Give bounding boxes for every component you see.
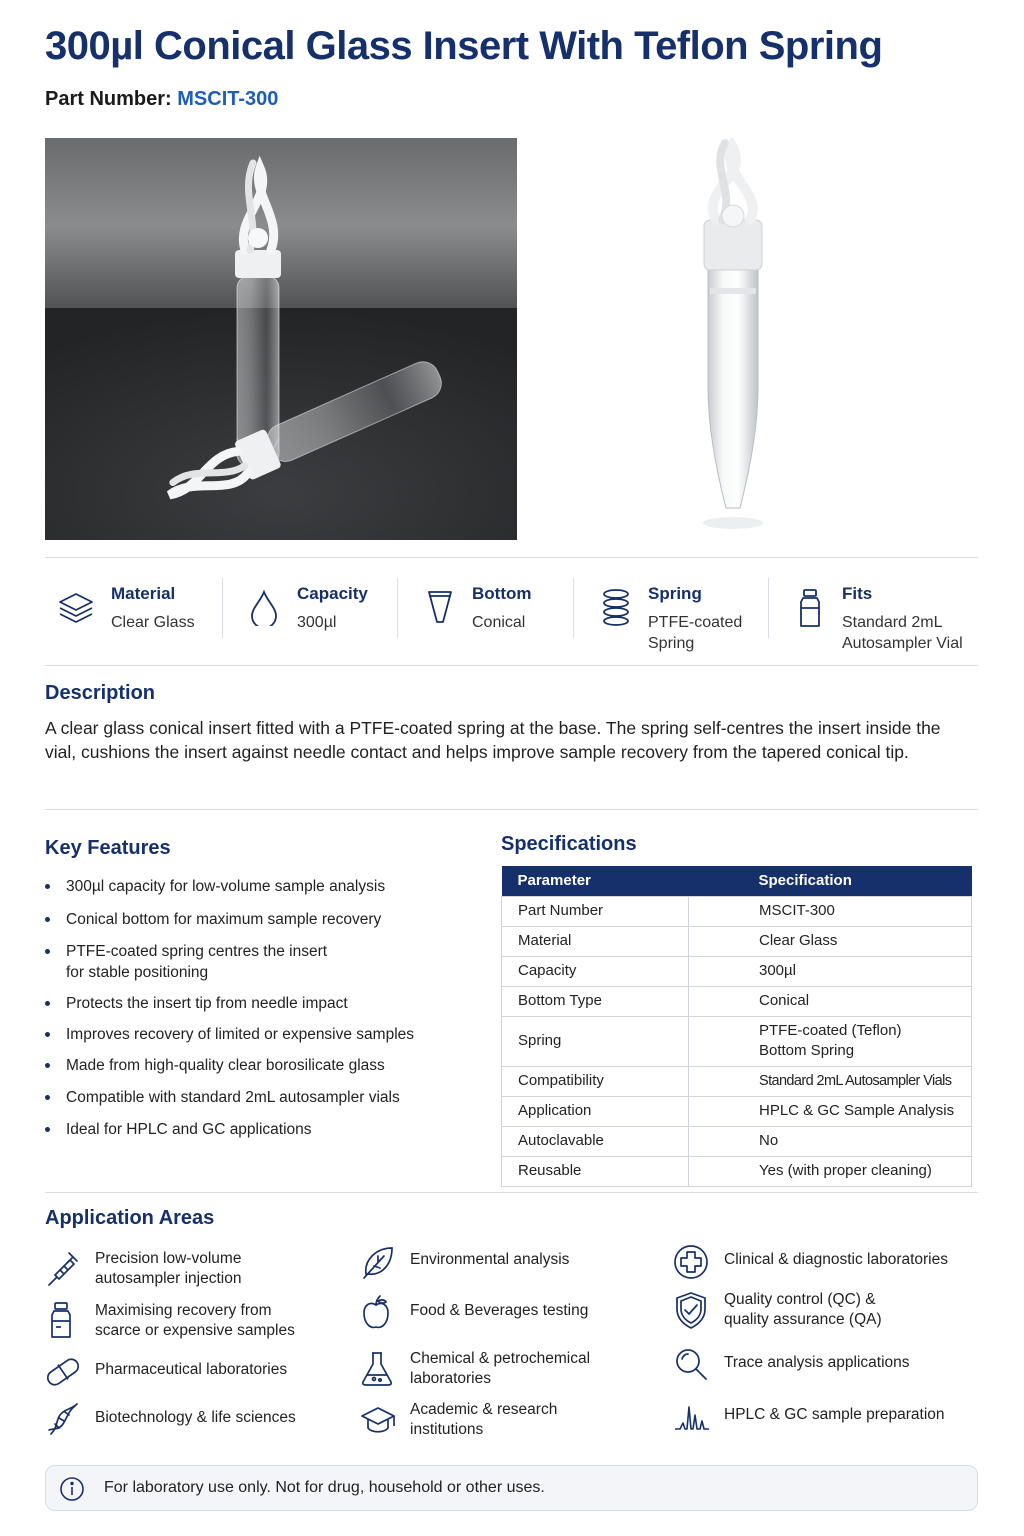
table-row	[502, 896, 972, 926]
feature-text: Conical bottom for maximum sample recovery	[66, 911, 382, 928]
divider	[45, 665, 978, 666]
attribute-value: Conical	[472, 614, 526, 631]
application-text-line: Precision low-volume	[95, 1250, 242, 1267]
application-item	[674, 1290, 974, 1334]
leaf-icon	[360, 1242, 396, 1282]
attribute-separator	[768, 578, 769, 638]
application-item	[360, 1250, 660, 1294]
shield-check-icon	[674, 1290, 710, 1330]
applications-heading: Application Areas	[45, 1207, 215, 1229]
spec-value: 300µl	[689, 956, 972, 986]
droplet-icon	[248, 586, 284, 626]
spec-value: Yes (with proper cleaning)	[689, 1156, 972, 1186]
attribute-label: Bottom	[472, 584, 532, 603]
description-heading: Description	[45, 682, 156, 704]
medical-cross-icon	[674, 1242, 710, 1282]
notice-text: For laboratory use only. Not for drug, household or other uses.	[104, 1479, 545, 1496]
attribute-separator	[573, 578, 574, 638]
bullet	[45, 917, 50, 922]
application-item	[674, 1405, 974, 1449]
attribute-separator	[222, 578, 223, 638]
attribute-separator	[397, 578, 398, 638]
syringe-icon	[45, 1249, 81, 1289]
spec-param: Autoclavable	[502, 1126, 689, 1156]
divider	[45, 557, 978, 558]
usage-notice	[45, 1465, 978, 1511]
spec-param: Capacity	[502, 956, 689, 986]
cone-icon	[425, 586, 461, 626]
spec-value: Conical	[689, 986, 972, 1016]
column-header: Parameter	[502, 866, 689, 896]
specifications-heading: Specifications	[501, 833, 637, 855]
attribute-value-line: Standard 2mL	[842, 614, 943, 631]
chromatogram-icon	[674, 1397, 710, 1437]
column-header: Specification	[689, 866, 972, 896]
magnifier-icon	[674, 1345, 710, 1385]
description-text: A clear glass conical insert fitted with a PTFE-coated spring at the base. The spring self-centres the insert inside the vial, cushions the insert against needle contact and helps improve sample recovery from the tapered conical tip.	[45, 718, 941, 762]
bullet	[45, 1032, 50, 1037]
table-header-row	[502, 866, 972, 896]
vial-icon	[798, 586, 834, 626]
capsule-icon	[45, 1352, 81, 1392]
feature-text	[66, 941, 327, 983]
attribute-label: Fits	[842, 584, 873, 603]
application-text: Clinical & diagnostic laboratories	[724, 1251, 949, 1268]
dna-icon	[45, 1400, 81, 1440]
flask-icon	[360, 1349, 396, 1389]
application-text: Pharmaceutical laboratories	[95, 1361, 288, 1378]
table-row	[502, 1126, 972, 1156]
part-number-value: MSCIT-300	[177, 88, 279, 110]
spec-value: No	[689, 1126, 972, 1156]
part-number	[45, 88, 278, 111]
application-item	[360, 1349, 660, 1393]
application-text-line: laboratories	[410, 1370, 491, 1387]
spec-value: Clear Glass	[689, 926, 972, 956]
spec-value-line: Bottom Spring	[759, 1042, 855, 1059]
application-item	[674, 1353, 974, 1397]
application-text: Environmental analysis	[410, 1251, 570, 1268]
graduation-cap-icon	[360, 1400, 396, 1440]
attribute-material	[58, 578, 218, 658]
bullet	[45, 1127, 50, 1132]
layers-icon	[58, 586, 94, 626]
application-text-line: Maximising recovery from	[95, 1302, 272, 1319]
divider	[45, 1192, 978, 1193]
application-item	[360, 1400, 660, 1444]
bullet	[45, 1095, 50, 1100]
application-text	[95, 1301, 295, 1341]
attribute-capacity	[248, 578, 388, 658]
spec-param: Reusable	[502, 1156, 689, 1186]
product-photo-dark	[45, 138, 517, 540]
feature-text: Compatible with standard 2mL autosampler vials	[66, 1089, 400, 1106]
table-row	[502, 926, 972, 956]
attribute-spring	[600, 578, 760, 658]
application-text-line: autosampler injection	[95, 1270, 242, 1287]
spec-value: MSCIT-300	[689, 896, 972, 926]
spring-icon	[600, 586, 636, 626]
application-text: Trace analysis applications	[724, 1354, 910, 1371]
bullet	[45, 1001, 50, 1006]
page-title: 300µl Conical Glass Insert With Teflon Spring	[45, 24, 883, 68]
attribute-label: Spring	[648, 584, 702, 603]
spec-value	[689, 1016, 972, 1066]
part-number-label: Part Number:	[45, 88, 172, 110]
feature-text: 300µl capacity for low-volume sample analysis	[66, 878, 386, 895]
attribute-value-line: Spring	[648, 635, 695, 652]
application-text	[95, 1249, 241, 1289]
table-row	[502, 1156, 972, 1186]
application-item	[360, 1301, 660, 1345]
spec-param: Part Number	[502, 896, 689, 926]
feature-text: Improves recovery of limited or expensive samples	[66, 1026, 415, 1043]
spec-param: Spring	[502, 1016, 689, 1066]
attribute-value: Clear Glass	[111, 614, 195, 631]
attribute-label: Capacity	[297, 584, 368, 603]
feature-text: Made from high-quality clear borosilicate glass	[66, 1057, 385, 1074]
application-text-line: Quality control (QC) &	[724, 1291, 876, 1308]
spec-value: Standard 2mL Autosampler Vials	[689, 1066, 972, 1096]
specifications-table	[501, 866, 972, 1187]
bullet	[45, 1063, 50, 1068]
table-row	[502, 1016, 972, 1066]
feature-text-line: PTFE-coated spring centres the insert	[66, 943, 328, 960]
application-text-line: Academic & research	[410, 1401, 558, 1418]
application-text-line: Chemical & petrochemical	[410, 1350, 591, 1367]
feature-text: Ideal for HPLC and GC applications	[66, 1121, 312, 1138]
bullet	[45, 884, 50, 889]
spec-param: Bottom Type	[502, 986, 689, 1016]
attribute-bottom	[425, 578, 565, 658]
attribute-value	[648, 612, 742, 654]
spec-value: HPLC & GC Sample Analysis	[689, 1096, 972, 1126]
application-text-line: quality assurance (QA)	[724, 1311, 882, 1328]
application-text	[724, 1290, 882, 1330]
attribute-label: Material	[111, 584, 176, 603]
application-text	[410, 1349, 590, 1389]
spec-param: Application	[502, 1096, 689, 1126]
application-text-line: institutions	[410, 1421, 484, 1438]
apple-icon	[360, 1293, 396, 1333]
spec-value-line: PTFE-coated (Teflon)	[759, 1022, 902, 1039]
application-item	[45, 1360, 345, 1404]
feature-text-line: for stable positioning	[66, 964, 209, 981]
application-item	[674, 1250, 974, 1294]
attribute-value	[842, 612, 963, 654]
table-row	[502, 986, 972, 1016]
application-text: HPLC & GC sample preparation	[724, 1406, 945, 1423]
table-row	[502, 1066, 972, 1096]
application-text	[410, 1400, 557, 1440]
divider	[45, 809, 978, 810]
vial-icon	[45, 1301, 81, 1341]
application-item	[45, 1249, 345, 1293]
spec-param: Material	[502, 926, 689, 956]
attribute-fits	[798, 578, 978, 658]
table-row	[502, 1096, 972, 1126]
bullet	[45, 949, 50, 954]
application-item	[45, 1301, 345, 1345]
features-heading: Key Features	[45, 837, 171, 859]
spec-param: Compatibility	[502, 1066, 689, 1096]
table-row	[502, 956, 972, 986]
attribute-value-line: Autosampler Vial	[842, 635, 963, 652]
attribute-value: 300µl	[297, 614, 337, 631]
product-photo-white	[560, 138, 960, 540]
application-text: Biotechnology & life sciences	[95, 1409, 296, 1426]
feature-text: Protects the insert tip from needle impact	[66, 995, 348, 1012]
info-icon	[60, 1477, 84, 1501]
application-text: Food & Beverages testing	[410, 1302, 589, 1319]
application-text-line: scarce or expensive samples	[95, 1322, 295, 1339]
attribute-value-line: PTFE-coated	[648, 614, 743, 631]
application-item	[45, 1408, 345, 1452]
